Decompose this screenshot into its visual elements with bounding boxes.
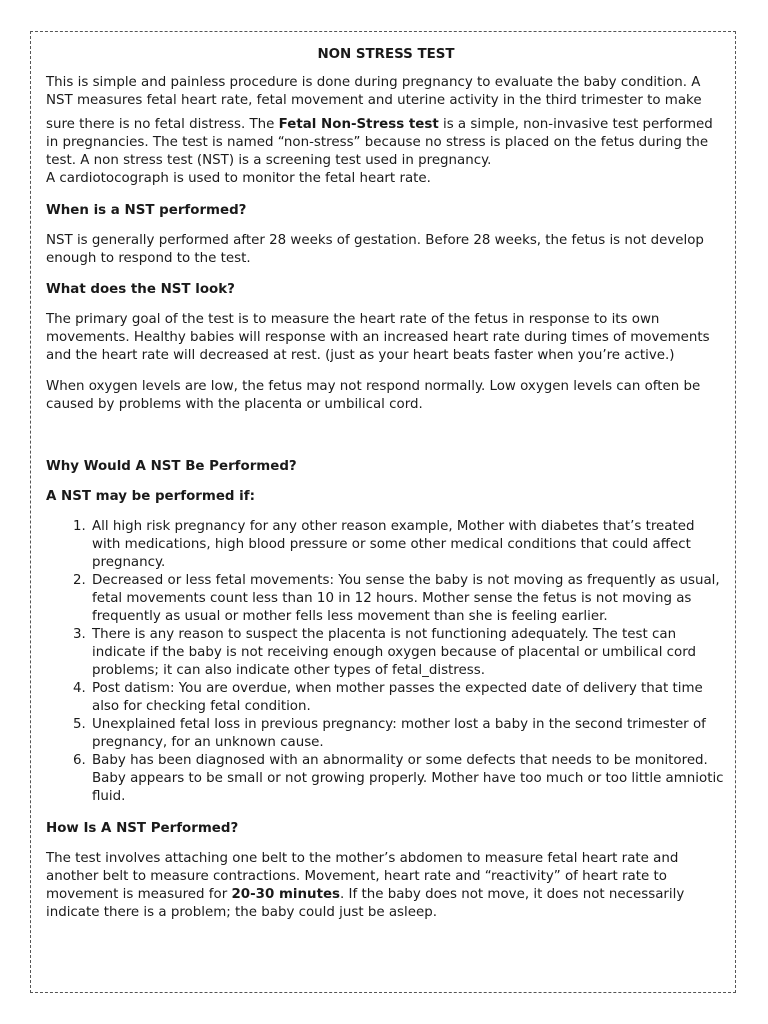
may-heading: A NST may be performed if: — [46, 489, 255, 504]
intro-bold-term: Fetal Non-Stress test — [278, 117, 439, 132]
look-paragraph-2: When oxygen levels are low, the fetus may not respond normally. Low oxygen levels can often be caused by problems with the placenta or umbilical cord. — [46, 379, 701, 412]
how-text-pre: The test involves attaching one belt to the mother’s abdomen to measure fetal heart rate and another belt to measure contractions. Movement, heart rate and “reactivity” of heart rate to movement is measured for — [46, 851, 679, 902]
intro-line3: A cardiotocograph is used to monitor the fetal heart rate. — [46, 171, 431, 186]
list-item: 5. Unexplained fetal loss in previous pregnancy: mother lost a baby in the second trimester of pregnancy, for an unknown cause. — [90, 716, 726, 752]
when-paragraph: NST is generally performed after 28 weeks of gestation. Before 28 weeks, the fetus is not develop enough to respond to the test. — [46, 233, 704, 266]
how-duration: 20-30 minutes — [231, 887, 341, 902]
list-item: 4. Post datism: You are overdue, when mother passes the expected date of delivery that time also for checking fetal condition. — [90, 680, 726, 716]
intro-paragraph — [46, 74, 726, 188]
look-heading: What does the NST look? — [46, 282, 235, 297]
how-text-post: . If the baby does not move, it does not necessarily indicate there is a problem; the baby could just be asleep. — [46, 887, 685, 920]
why-heading: Why Would A NST Be Performed? — [46, 459, 297, 474]
intro-line1: This is simple and painless procedure is done during pregnancy to evaluate the baby condition. A NST measures fetal heart rate, fetal movement and uterine activity in the third trimester to make — [46, 75, 702, 108]
list-item: 2. Decreased or less fetal movements: You sense the baby is not moving as frequently as usual, fetal movements count less than 10 in 12 hours. Mother sense the fetus is not moving as frequently as usual or mother fells less movement than she is feeling earlier. — [90, 572, 726, 626]
reasons-list — [46, 518, 726, 806]
document-content — [46, 46, 726, 922]
how-heading: How Is A NST Performed? — [46, 821, 239, 836]
list-item: 3. There is any reason to suspect the placenta is not functioning adequately. The test can indicate if the baby is not receiving enough oxygen because of placental or umbilical cord problems; it can also indicate other types of fetal_distress. — [90, 626, 726, 680]
how-paragraph — [46, 850, 726, 922]
when-heading: When is a NST performed? — [46, 203, 247, 218]
intro-line2-pre: sure there is no fetal distress. The — [46, 117, 279, 132]
intro-line2-post: is a simple, non-invasive test performed in pregnancies. The test is named “non-stress” because no stress is placed on the fetus during the test. A non stress test (NST) is a screening test used in pregnancy. — [46, 117, 713, 168]
list-item: 1. All high risk pregnancy for any other reason example, Mother with diabetes that’s treated with medications, high blood pressure or some other medical conditions that could affect pregnancy. — [90, 518, 726, 572]
look-paragraph-1: The primary goal of the test is to measure the heart rate of the fetus in response to its own movements. Healthy babies will response with an increased heart rate during times of movements and the heart rate will decreased at rest. (just as your heart beats faster when you’re active.) — [46, 312, 710, 363]
document-page — [30, 31, 736, 993]
list-item: 6. Baby has been diagnosed with an abnormality or some defects that needs to be monitored. Baby appears to be small or not growing properly. Mother have too much or too little amniotic fluid. — [90, 752, 726, 806]
document-title: NON STRESS TEST — [317, 47, 455, 62]
